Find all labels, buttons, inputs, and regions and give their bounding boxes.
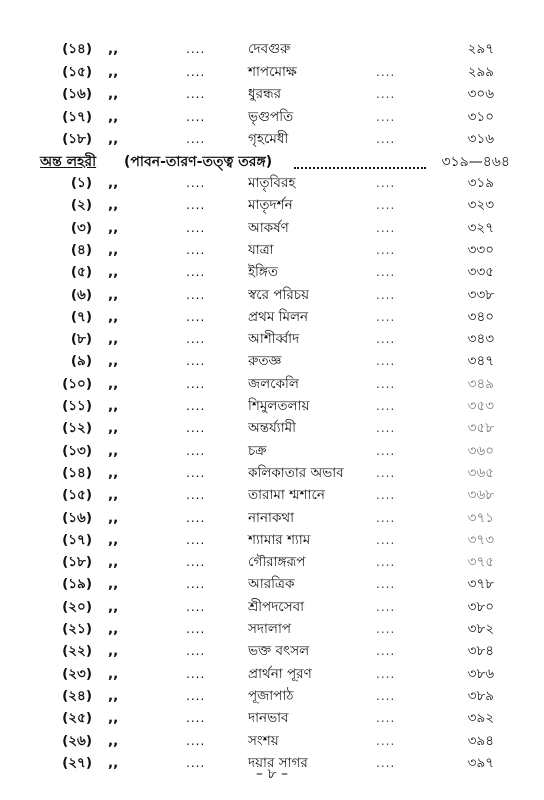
ditto-mark: ,, bbox=[108, 264, 119, 281]
ditto-mark: ,, bbox=[108, 665, 119, 682]
toc-entry bbox=[0, 529, 544, 553]
entry-number: (১৯) bbox=[62, 576, 92, 593]
entry-page: ৩৩৫ bbox=[467, 264, 494, 281]
entry-number: (৯) bbox=[70, 353, 92, 370]
section-title: অন্ত লহরী bbox=[40, 154, 97, 170]
entry-page: ৩৭১ bbox=[467, 509, 494, 526]
entry-title: সংশয় bbox=[248, 732, 279, 749]
leader-dots: .... bbox=[376, 443, 396, 458]
entry-page: ৩৯২ bbox=[467, 710, 494, 727]
ditto-mark: ,, bbox=[108, 241, 119, 258]
entry-title: প্রথম মিলন bbox=[248, 308, 309, 325]
section-subtitle: (পাবন-তারণ-তত্ত্ব তরঙ্গ) bbox=[124, 154, 273, 170]
leader-dots: .... bbox=[376, 644, 396, 659]
toc-entry bbox=[0, 83, 544, 107]
entry-page: ৩১৬ bbox=[467, 131, 494, 147]
entry-number: (১০) bbox=[62, 375, 92, 392]
ditto-mark: ,, bbox=[108, 41, 119, 57]
toc-entry bbox=[0, 596, 544, 620]
entry-page: ২৯৯ bbox=[467, 63, 494, 80]
entry-page: ৩২৩ bbox=[467, 197, 494, 214]
entry-page: ৩৯৪ bbox=[467, 732, 494, 749]
entry-number: (১৮) bbox=[62, 554, 92, 571]
entry-page: ৩৪৭ bbox=[467, 353, 494, 370]
toc-entry bbox=[0, 328, 544, 352]
leader-dots: .... bbox=[186, 755, 206, 770]
leader-dots: .... bbox=[376, 421, 396, 436]
leader-dots: .... bbox=[376, 287, 396, 302]
leader-dots: .... bbox=[376, 488, 396, 503]
toc-entry bbox=[0, 172, 544, 196]
entry-number: (২৬) bbox=[62, 732, 92, 749]
toc-entry bbox=[0, 730, 544, 754]
toc-entry bbox=[0, 707, 544, 731]
leader-dots: .... bbox=[376, 555, 396, 570]
toc-entry bbox=[0, 573, 544, 597]
entry-title: মাতৃবিরহ bbox=[248, 175, 296, 191]
leader-dots: .... bbox=[376, 733, 396, 748]
entry-number: (১৫) bbox=[62, 487, 92, 504]
entry-page: ৩৬৮ bbox=[467, 487, 494, 504]
toc-entry bbox=[0, 417, 544, 441]
entry-number: (১২) bbox=[62, 420, 92, 437]
leader-dots: .... bbox=[186, 555, 206, 570]
ditto-mark: ,, bbox=[108, 754, 119, 771]
leader-dots: .... bbox=[186, 711, 206, 726]
toc-entry bbox=[0, 507, 544, 531]
entry-number: (১৬) bbox=[62, 509, 92, 526]
entry-page: ৩১০ bbox=[467, 108, 494, 125]
entry-title: আশীর্ব্বাদ bbox=[248, 331, 300, 348]
ditto-mark: ,, bbox=[108, 509, 119, 526]
entry-number: (২০) bbox=[62, 598, 92, 615]
leader-dots: .... bbox=[376, 688, 396, 703]
ditto-mark: ,, bbox=[108, 86, 119, 102]
leader-dots: .... bbox=[376, 332, 396, 347]
entry-title: শ্যামার শ্যাম bbox=[248, 531, 311, 548]
entry-page: ৩৮০ bbox=[467, 598, 494, 615]
ditto-mark: ,, bbox=[108, 531, 119, 548]
entry-number: (১৭) bbox=[62, 108, 92, 125]
entry-title: সদালাপ bbox=[248, 621, 292, 637]
leader-dots: .... bbox=[186, 599, 206, 614]
leader-dots: .... bbox=[376, 399, 396, 413]
entry-number: (১৬) bbox=[62, 86, 92, 102]
ditto-mark: ,, bbox=[108, 621, 119, 637]
entry-number: (২৫) bbox=[62, 710, 92, 727]
ditto-mark: ,, bbox=[108, 175, 119, 191]
section-page-range: ৩১৯—৪৬৪ bbox=[441, 154, 510, 170]
entry-page: ৩৬০ bbox=[467, 442, 494, 459]
leader-dots: .... bbox=[186, 242, 206, 257]
leader-dots: .... bbox=[186, 198, 206, 213]
leader-dots: .... bbox=[376, 354, 396, 369]
ditto-mark: ,, bbox=[108, 464, 119, 481]
entry-page: ৩৩০ bbox=[467, 241, 494, 258]
leader-dots: .... bbox=[186, 332, 206, 347]
leader-dots: .... bbox=[376, 532, 396, 547]
entry-number: (২৪) bbox=[62, 687, 92, 704]
entry-title: চক্র bbox=[248, 442, 267, 459]
toc-entry bbox=[0, 551, 544, 575]
entry-title: প্রার্থনা পূরণ bbox=[248, 665, 312, 682]
entry-number: (১৮) bbox=[62, 131, 92, 147]
ditto-mark: ,, bbox=[108, 598, 119, 615]
leader-dots: .... bbox=[186, 132, 206, 146]
ditto-mark: ,, bbox=[108, 710, 119, 727]
entry-page: ৩৭৩ bbox=[467, 531, 494, 548]
leader-dots: .... bbox=[376, 666, 396, 681]
entry-number: (১৪) bbox=[62, 464, 92, 481]
entry-title: মাতৃদর্শন bbox=[248, 197, 293, 214]
ditto-mark: ,, bbox=[108, 108, 119, 125]
leader-dots: .... bbox=[186, 376, 206, 391]
ditto-mark: ,, bbox=[108, 63, 119, 80]
entry-page: ৩৪০ bbox=[467, 308, 494, 325]
entry-number: (১৩) bbox=[62, 442, 92, 459]
leader-dots: .... bbox=[186, 443, 206, 458]
entry-title: দানভাব bbox=[248, 710, 289, 727]
entry-title: ইঙ্গিত bbox=[248, 264, 278, 281]
entry-number: (১৪) bbox=[62, 41, 92, 57]
entry-page: ৩০৬ bbox=[467, 86, 494, 102]
entry-number: (১৭) bbox=[62, 531, 92, 548]
page-number: – ৮ – bbox=[256, 766, 288, 782]
ditto-mark: ,, bbox=[108, 643, 119, 660]
entry-number: (১) bbox=[70, 175, 92, 191]
entry-page: ৩৪৯ bbox=[467, 375, 494, 392]
entry-number: (৬) bbox=[70, 286, 92, 303]
leader-dots: .... bbox=[376, 176, 396, 190]
entry-title: দয়ার সাগর bbox=[248, 754, 308, 771]
leader-dots: .... bbox=[376, 755, 396, 770]
leader-dots: .... bbox=[186, 87, 206, 101]
leader-dots: .... bbox=[376, 109, 396, 124]
entry-number: (৫) bbox=[70, 264, 92, 281]
ditto-mark: ,, bbox=[108, 308, 119, 325]
leader-dots: .... bbox=[376, 622, 396, 636]
toc-entry bbox=[0, 106, 544, 130]
ditto-mark: ,, bbox=[108, 398, 119, 414]
entry-number: (২২) bbox=[62, 643, 92, 660]
leader-dots: .... bbox=[186, 733, 206, 748]
toc-entry bbox=[0, 640, 544, 664]
entry-page: ২৯৭ bbox=[467, 41, 494, 57]
leader-dots: .... bbox=[376, 132, 396, 146]
leader-dots: .... bbox=[186, 109, 206, 124]
entry-title: তারামা শ্মশানে bbox=[248, 487, 325, 504]
entry-page: ৩৮৬ bbox=[467, 665, 494, 682]
entry-title: নানাকথা bbox=[248, 509, 295, 526]
leader-dots: .... bbox=[376, 242, 396, 257]
entry-number: (৮) bbox=[70, 331, 92, 348]
ditto-mark: ,, bbox=[108, 197, 119, 214]
toc-entry bbox=[0, 350, 544, 374]
entry-title: জলকেলি bbox=[248, 375, 299, 392]
section-leader-dots bbox=[294, 167, 426, 169]
entry-page: ৩৫৮ bbox=[467, 420, 494, 437]
leader-dots: .... bbox=[186, 688, 206, 703]
toc-entry bbox=[0, 128, 544, 152]
leader-dots: .... bbox=[376, 577, 396, 592]
leader-dots: .... bbox=[186, 176, 206, 190]
toc-entry bbox=[0, 38, 544, 62]
entry-page: ৩২৭ bbox=[467, 219, 494, 236]
ditto-mark: ,, bbox=[108, 576, 119, 593]
leader-dots: .... bbox=[186, 399, 206, 413]
leader-dots: .... bbox=[186, 465, 206, 480]
toc-entry bbox=[0, 373, 544, 397]
leader-dots: .... bbox=[186, 577, 206, 592]
leader-dots: .... bbox=[376, 599, 396, 614]
leader-dots: .... bbox=[376, 309, 396, 324]
toc-entry bbox=[0, 61, 544, 85]
ditto-mark: ,, bbox=[108, 375, 119, 392]
ditto-mark: ,, bbox=[108, 353, 119, 370]
entry-page: ৩৩৮ bbox=[467, 286, 494, 303]
toc-entry bbox=[0, 462, 544, 486]
ditto-mark: ,, bbox=[108, 420, 119, 437]
entry-number: (২১) bbox=[62, 621, 92, 637]
leader-dots: .... bbox=[186, 265, 206, 280]
entry-number: (২৩) bbox=[62, 665, 92, 682]
entry-page: ৩৭৮ bbox=[467, 576, 494, 593]
entry-title: দেবগুরু bbox=[248, 41, 291, 57]
toc-entry bbox=[0, 484, 544, 508]
entry-title: আকর্ষণ bbox=[248, 219, 289, 236]
toc-entry bbox=[0, 685, 544, 709]
entry-title: ধুরন্ধর bbox=[248, 86, 282, 102]
toc-entry bbox=[0, 239, 544, 263]
leader-dots: .... bbox=[376, 198, 396, 213]
leader-dots: .... bbox=[186, 488, 206, 503]
entry-number: (২৭) bbox=[62, 754, 92, 771]
entry-number: (৩) bbox=[70, 219, 92, 236]
toc-entry bbox=[0, 284, 544, 308]
leader-dots: .... bbox=[186, 64, 206, 79]
toc-entry bbox=[0, 217, 544, 241]
entry-page: ৩৫৩ bbox=[467, 398, 494, 414]
entry-title: অন্তর্য্যামী bbox=[248, 420, 296, 437]
leader-dots: .... bbox=[186, 510, 206, 525]
toc-entry bbox=[0, 261, 544, 285]
leader-dots: .... bbox=[376, 465, 396, 480]
leader-dots: .... bbox=[186, 287, 206, 302]
leader-dots: .... bbox=[186, 666, 206, 681]
ditto-mark: ,, bbox=[108, 732, 119, 749]
ditto-mark: ,, bbox=[108, 286, 119, 303]
entry-page: ৩৮৪ bbox=[467, 643, 494, 660]
entry-number: (৭) bbox=[70, 308, 92, 325]
leader-dots: .... bbox=[186, 309, 206, 324]
toc-entry bbox=[0, 306, 544, 330]
leader-dots: .... bbox=[376, 265, 396, 280]
toc-entry bbox=[0, 618, 544, 642]
leader-dots: .... bbox=[376, 220, 396, 235]
entry-title: শ্রীপদসেবা bbox=[248, 598, 305, 615]
entry-title: শাপমোক্ষ bbox=[248, 63, 297, 80]
leader-dots: .... bbox=[186, 421, 206, 436]
ditto-mark: ,, bbox=[108, 687, 119, 704]
toc-entry bbox=[0, 395, 544, 419]
entry-title: পূজাপাঠ bbox=[248, 687, 294, 704]
entry-title: ভৃগুপতি bbox=[248, 108, 294, 125]
entry-title: যাত্রা bbox=[248, 241, 274, 258]
entry-number: (১৫) bbox=[62, 63, 92, 80]
entry-page: ৩৭৫ bbox=[467, 554, 494, 571]
entry-title: স্বরে পরিচয় bbox=[248, 286, 310, 303]
toc-entry bbox=[0, 663, 544, 687]
leader-dots: .... bbox=[186, 220, 206, 235]
ditto-mark: ,, bbox=[108, 554, 119, 571]
leader-dots: .... bbox=[186, 644, 206, 659]
ditto-mark: ,, bbox=[108, 331, 119, 348]
leader-dots: .... bbox=[186, 42, 206, 56]
entry-title: কলিকাতার অভাব bbox=[248, 464, 344, 481]
entry-page: ৩১৯ bbox=[467, 175, 494, 191]
entry-page: ৩৯৭ bbox=[467, 754, 494, 771]
leader-dots: .... bbox=[376, 87, 396, 101]
ditto-mark: ,, bbox=[108, 219, 119, 236]
leader-dots: .... bbox=[376, 711, 396, 726]
leader-dots: .... bbox=[376, 64, 396, 79]
toc-entry bbox=[0, 440, 544, 464]
ditto-mark: ,, bbox=[108, 442, 119, 459]
entry-number: (৪) bbox=[70, 241, 92, 258]
entry-page: ৩৬৫ bbox=[467, 464, 494, 481]
entry-title: শিমুলতলায় bbox=[248, 398, 310, 414]
leader-dots: .... bbox=[186, 622, 206, 636]
entry-title: গৌরাঙ্গরূপ bbox=[248, 554, 306, 571]
toc-entry bbox=[0, 194, 544, 218]
entry-page: ৩৪৩ bbox=[467, 331, 494, 348]
ditto-mark: ,, bbox=[108, 487, 119, 504]
section-heading bbox=[40, 152, 510, 174]
entry-page: ৩৮২ bbox=[467, 621, 494, 637]
leader-dots: .... bbox=[376, 510, 396, 525]
ditto-mark: ,, bbox=[108, 131, 119, 147]
entry-title: রুতজ্ঞ bbox=[248, 353, 282, 370]
entry-page: ৩৮৯ bbox=[467, 687, 494, 704]
entry-title: গৃহমেধী bbox=[248, 131, 289, 147]
entry-title: আরত্রিক bbox=[248, 576, 295, 593]
leader-dots: .... bbox=[186, 354, 206, 369]
entry-number: (১১) bbox=[62, 398, 92, 414]
entry-title: ভক্ত বৎসল bbox=[248, 643, 310, 660]
leader-dots: .... bbox=[186, 532, 206, 547]
leader-dots: .... bbox=[376, 376, 396, 391]
entry-number: (২) bbox=[70, 197, 92, 214]
